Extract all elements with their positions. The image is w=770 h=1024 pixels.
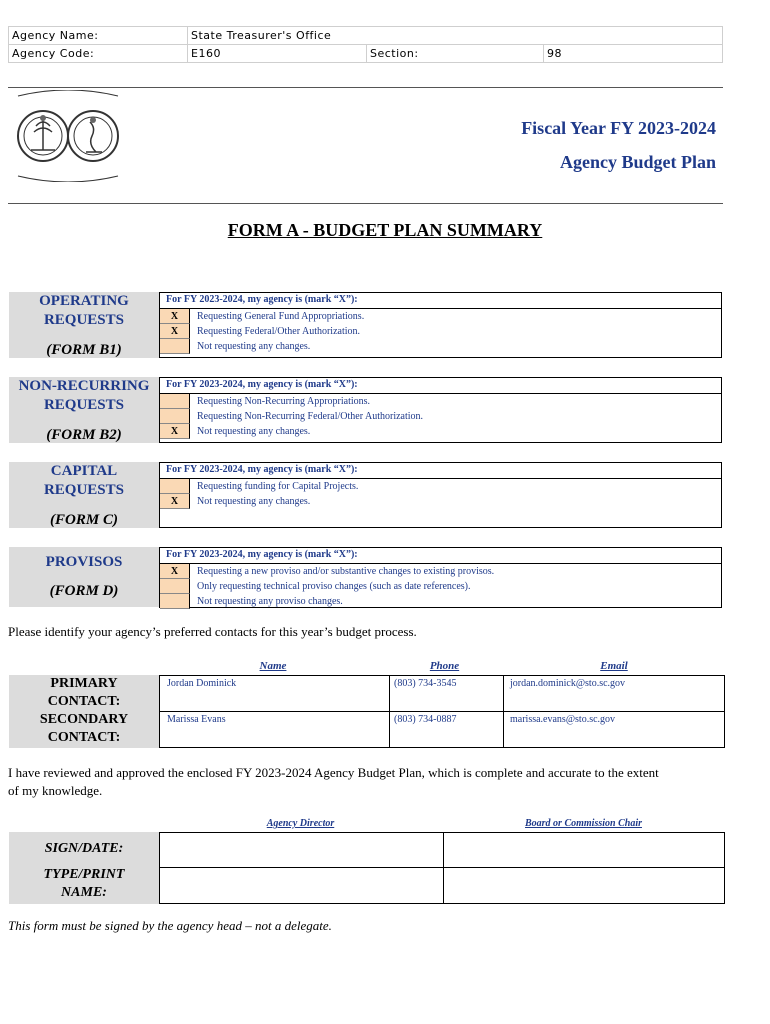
- checkbox-label: Not requesting any changes.: [197, 426, 311, 437]
- section-form-ref: (FORM C): [50, 512, 118, 528]
- secondary-label-line1: SECONDARY: [39, 712, 129, 727]
- checkbox-row: [160, 579, 721, 594]
- checkbox[interactable]: X: [160, 424, 190, 439]
- section-heading: For FY 2023-2024, my agency is (mark “X”):: [160, 378, 721, 394]
- phone-column-header: Phone: [429, 660, 460, 672]
- checkbox-label: Requesting General Fund Appropriations.: [197, 311, 365, 322]
- section-label-line1: PROVISOS: [45, 554, 123, 570]
- checkbox[interactable]: X: [160, 324, 190, 339]
- checkbox-row: [160, 324, 721, 339]
- secondary-phone-field[interactable]: (803) 734-0887: [394, 714, 457, 725]
- agency-name-value: State Treasurer's Office: [188, 27, 723, 45]
- operating-requests-box: [159, 292, 722, 358]
- checkbox[interactable]: X: [160, 309, 190, 324]
- non-recurring-requests-label: [9, 377, 159, 443]
- agency-director-header: Agency Director: [266, 818, 335, 829]
- checkbox-label: Not requesting any changes.: [197, 341, 311, 352]
- section-label-line1: NON-RECURRING: [18, 378, 150, 394]
- primary-label-line1: PRIMARY: [50, 676, 118, 691]
- director-name-field[interactable]: [160, 868, 443, 903]
- checkbox[interactable]: X: [160, 564, 190, 579]
- type-print-name-label: [9, 866, 159, 904]
- approval-statement-line2: of my knowledge.: [8, 783, 103, 798]
- checkbox-label: Requesting Non-Recurring Federal/Other Authorization.: [197, 411, 424, 422]
- email-column-header: Email: [600, 660, 628, 672]
- section-heading: For FY 2023-2024, my agency is (mark “X”):: [160, 548, 721, 564]
- checkbox-label: Requesting Non-Recurring Appropriations.: [197, 396, 371, 407]
- checkbox-row: [160, 309, 721, 324]
- checkbox[interactable]: [160, 394, 190, 409]
- print-label-line2: NAME:: [61, 885, 107, 900]
- checkbox-row: [160, 594, 721, 609]
- agency-code-value: E160: [188, 45, 367, 63]
- title-divider: [8, 203, 723, 204]
- checkbox-row: [160, 394, 721, 409]
- section-heading: For FY 2023-2024, my agency is (mark “X”):: [160, 463, 721, 479]
- section-form-ref: (FORM B2): [46, 427, 122, 443]
- provisos-label: [9, 547, 159, 607]
- col-divider: [503, 676, 504, 747]
- primary-name-field[interactable]: Jordan Dominick: [167, 678, 237, 689]
- chair-signature-field[interactable]: [444, 833, 724, 867]
- signature-grid: [159, 832, 725, 904]
- agency-code-label: Agency Code:: [9, 45, 188, 63]
- section-label: Section:: [367, 45, 544, 63]
- checkbox[interactable]: [160, 339, 190, 354]
- checkbox-row: [160, 424, 721, 439]
- checkbox[interactable]: [160, 594, 190, 609]
- checkbox[interactable]: [160, 409, 190, 424]
- section-heading: For FY 2023-2024, my agency is (mark “X”):: [160, 293, 721, 309]
- budget-plan-title: Agency Budget Plan: [559, 152, 716, 172]
- section-value: 98: [544, 45, 723, 63]
- checkbox-row: [160, 339, 721, 354]
- secondary-contact-label: [9, 711, 159, 748]
- primary-email-field[interactable]: jordan.dominick@sto.sc.gov: [510, 678, 626, 689]
- checkbox[interactable]: X: [160, 494, 190, 509]
- section-label-line2: REQUESTS: [43, 482, 125, 498]
- top-divider: [8, 87, 723, 88]
- checkbox-label: Requesting Federal/Other Authorization.: [197, 326, 361, 337]
- contacts-grid: [159, 675, 725, 748]
- secondary-name-field[interactable]: Marissa Evans: [167, 714, 226, 725]
- capital-requests-box: [159, 462, 722, 528]
- secondary-label-line2: CONTACT:: [47, 730, 121, 745]
- col-divider: [389, 676, 390, 747]
- checkbox-label: Requesting a new proviso and/or substantive changes to existing provisos.: [197, 566, 495, 577]
- section-form-ref: (FORM B1): [46, 342, 122, 358]
- state-seal-icon: [16, 90, 120, 182]
- provisos-box: [159, 547, 722, 608]
- approval-statement-line1: I have reviewed and approved the enclosed FY 2023-2024 Agency Budget Plan, which is complete and accurate to the extent: [8, 765, 659, 780]
- checkbox-row: [160, 564, 721, 579]
- section-form-ref: (FORM D): [49, 583, 119, 599]
- operating-requests-label: [9, 292, 159, 358]
- checkbox[interactable]: [160, 479, 190, 494]
- primary-contact-label: [9, 675, 159, 711]
- section-label-line1: CAPITAL: [50, 463, 118, 479]
- form-title: FORM A - BUDGET PLAN SUMMARY: [227, 220, 543, 240]
- chair-name-field[interactable]: [444, 868, 724, 903]
- checkbox-label: Requesting funding for Capital Projects.: [197, 481, 359, 492]
- section-label-line2: REQUESTS: [43, 397, 125, 413]
- non-recurring-requests-box: [159, 377, 722, 443]
- board-chair-header: Board or Commission Chair: [525, 818, 642, 829]
- checkbox-row: [160, 479, 721, 494]
- director-signature-field[interactable]: [160, 833, 443, 867]
- name-column-header: Name: [259, 660, 287, 672]
- contacts-intro: Please identify your agency’s preferred contacts for this year’s budget process.: [8, 624, 417, 639]
- primary-label-line2: CONTACT:: [47, 694, 121, 709]
- section-label-line1: OPERATING: [39, 293, 129, 309]
- section-label-line2: REQUESTS: [43, 312, 125, 328]
- fiscal-year-title: Fiscal Year FY 2023-2024: [521, 118, 716, 138]
- signature-footnote: This form must be signed by the agency head – not a delegate.: [8, 918, 332, 933]
- row-divider: [160, 711, 724, 712]
- sign-date-label: SIGN/DATE:: [9, 832, 159, 866]
- checkbox-row: [160, 494, 721, 509]
- checkbox-row: [160, 409, 721, 424]
- checkbox[interactable]: [160, 579, 190, 594]
- print-label-line1: TYPE/PRINT: [43, 867, 125, 882]
- primary-phone-field[interactable]: (803) 734-3545: [394, 678, 457, 689]
- checkbox-label: Only requesting technical proviso changes (such as date references).: [197, 581, 471, 592]
- capital-requests-label: [9, 462, 159, 528]
- secondary-email-field[interactable]: marissa.evans@sto.sc.gov: [510, 714, 616, 725]
- agency-info-table: [8, 26, 723, 63]
- checkbox-label: Not requesting any proviso changes.: [197, 596, 343, 607]
- checkbox-label: Not requesting any changes.: [197, 496, 311, 507]
- agency-name-label: Agency Name:: [9, 27, 188, 45]
